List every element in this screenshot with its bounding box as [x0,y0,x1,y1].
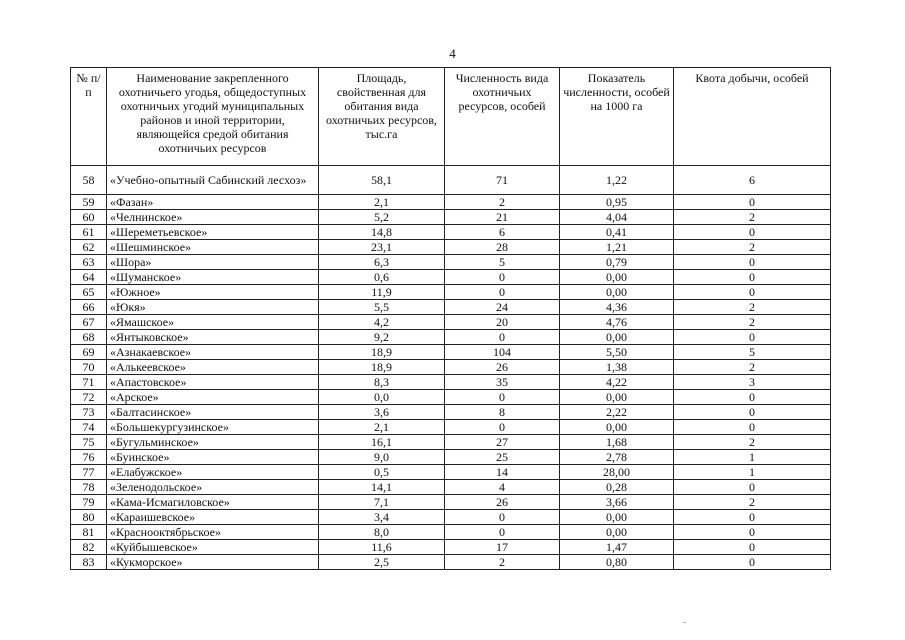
cell-density: 0,28 [560,480,674,495]
cell-name: «Шора» [107,255,319,270]
cell-quota: 0 [674,405,831,420]
table-row [71,360,831,375]
cell-count: 0 [445,510,560,525]
table-row [71,255,831,270]
cell-area: 14,8 [319,225,445,240]
cell-num: 77 [71,465,107,480]
table-header-row [71,68,831,166]
header-count: Численность вида охотничьих ресурсов, особей [445,68,560,166]
table-body [71,166,831,570]
cell-quota: 0 [674,540,831,555]
cell-quota: 0 [674,330,831,345]
cell-num: 62 [71,240,107,255]
cell-count: 0 [445,270,560,285]
table-row [71,420,831,435]
cell-count: 2 [445,555,560,570]
cell-num: 79 [71,495,107,510]
cell-quota: 6 [674,166,831,195]
table-row [71,480,831,495]
cell-name: «Елабужское» [107,465,319,480]
cell-num: 61 [71,225,107,240]
table-row [71,225,831,240]
cell-name: «Шереметьевское» [107,225,319,240]
cell-num: 72 [71,390,107,405]
table-row [71,405,831,420]
table-row [71,285,831,300]
cell-name: «Юкя» [107,300,319,315]
cell-num: 58 [71,166,107,195]
cell-name: «Большекургузинское» [107,420,319,435]
cell-area: 2,1 [319,420,445,435]
cell-density: 0,00 [560,330,674,345]
cell-name: «Кама-Исмагиловское» [107,495,319,510]
page-number: 4 [449,46,456,61]
cell-count: 26 [445,360,560,375]
cell-quota: 2 [674,300,831,315]
cell-name: «Южное» [107,285,319,300]
table-row [71,330,831,345]
cell-count: 28 [445,240,560,255]
header-area: Площадь, свойственная для обитания вида охотничьих ресурсов, тыс.га [319,68,445,166]
cell-quota: 0 [674,525,831,540]
cell-count: 104 [445,345,560,360]
cell-count: 2 [445,195,560,210]
cell-count: 0 [445,390,560,405]
cell-area: 8,0 [319,525,445,540]
table-row [71,540,831,555]
cell-quota: 2 [674,315,831,330]
cell-num: 80 [71,510,107,525]
cell-density: 1,21 [560,240,674,255]
table-row [71,525,831,540]
table-row [71,166,831,195]
cell-name: «Краснооктябрьское» [107,525,319,540]
cell-num: 81 [71,525,107,540]
cell-name: «Челнинское» [107,210,319,225]
cell-num: 76 [71,450,107,465]
cell-num: 70 [71,360,107,375]
cell-num: 69 [71,345,107,360]
cell-count: 0 [445,420,560,435]
table-row [71,495,831,510]
cell-count: 8 [445,405,560,420]
cell-name: «Караишевское» [107,510,319,525]
cell-count: 17 [445,540,560,555]
cell-density: 1,68 [560,435,674,450]
cell-quota: 2 [674,210,831,225]
cell-name: «Буинское» [107,450,319,465]
cell-area: 9,0 [319,450,445,465]
cell-area: 18,9 [319,345,445,360]
cell-density: 0,00 [560,525,674,540]
cell-quota: 0 [674,480,831,495]
table-row [71,435,831,450]
cell-quota: 0 [674,390,831,405]
cell-area: 5,5 [319,300,445,315]
cell-density: 5,50 [560,345,674,360]
cell-count: 20 [445,315,560,330]
cell-area: 0,5 [319,465,445,480]
cell-density: 0,95 [560,195,674,210]
header-quota: Квота добычи, особей [674,68,831,166]
table-row [71,390,831,405]
cell-density: 4,76 [560,315,674,330]
cell-num: 74 [71,420,107,435]
cell-quota: 0 [674,420,831,435]
cell-name: «Шешминское» [107,240,319,255]
cell-count: 25 [445,450,560,465]
table-row [71,270,831,285]
cell-count: 27 [445,435,560,450]
table-row [71,315,831,330]
cell-density: 0,00 [560,510,674,525]
cell-count: 21 [445,210,560,225]
cell-area: 5,2 [319,210,445,225]
cell-num: 82 [71,540,107,555]
cell-area: 0,0 [319,390,445,405]
cell-quota: 0 [674,270,831,285]
cell-count: 6 [445,225,560,240]
cell-name: «Зеленодольское» [107,480,319,495]
cell-count: 0 [445,525,560,540]
table-row [71,375,831,390]
quota-table [70,67,831,570]
cell-area: 16,1 [319,435,445,450]
cell-name: «Учебно-опытный Сабинский лесхоз» [107,166,319,195]
cell-quota: 2 [674,435,831,450]
cell-area: 23,1 [319,240,445,255]
cell-count: 26 [445,495,560,510]
cell-count: 14 [445,465,560,480]
cell-num: 60 [71,210,107,225]
cell-density: 2,22 [560,405,674,420]
cell-num: 68 [71,330,107,345]
cell-count: 71 [445,166,560,195]
cell-quota: 3 [674,375,831,390]
cell-count: 5 [445,255,560,270]
cell-density: 2,78 [560,450,674,465]
cell-quota: 1 [674,450,831,465]
cell-name: «Шуманское» [107,270,319,285]
cell-quota: 0 [674,285,831,300]
cell-name: «Балтасинское» [107,405,319,420]
cell-area: 14,1 [319,480,445,495]
cell-area: 9,2 [319,330,445,345]
cell-num: 78 [71,480,107,495]
cell-num: 71 [71,375,107,390]
cell-quota: 0 [674,225,831,240]
cell-density: 0,00 [560,420,674,435]
cell-quota: 0 [674,510,831,525]
cell-density: 4,04 [560,210,674,225]
cell-count: 0 [445,330,560,345]
cell-density: 0,00 [560,390,674,405]
cell-count: 35 [445,375,560,390]
cell-area: 11,9 [319,285,445,300]
cell-quota: 2 [674,495,831,510]
cell-num: 64 [71,270,107,285]
cell-density: 4,22 [560,375,674,390]
cell-area: 6,3 [319,255,445,270]
cell-density: 4,36 [560,300,674,315]
cell-num: 66 [71,300,107,315]
cell-area: 4,2 [319,315,445,330]
cell-quota: 5 [674,345,831,360]
cell-density: 1,47 [560,540,674,555]
table-row [71,210,831,225]
cell-num: 59 [71,195,107,210]
cell-density: 0,00 [560,285,674,300]
cell-density: 0,00 [560,270,674,285]
cell-quota: 0 [674,195,831,210]
header-num: № п/п [71,68,107,166]
header-density: Показатель численности, особей на 1000 га [560,68,674,166]
table-row [71,450,831,465]
cell-density: 0,41 [560,225,674,240]
cell-area: 2,5 [319,555,445,570]
cell-density: 1,22 [560,166,674,195]
cell-count: 24 [445,300,560,315]
cell-area: 3,4 [319,510,445,525]
cell-name: «Янтыковское» [107,330,319,345]
cell-num: 83 [71,555,107,570]
table-row [71,555,831,570]
cell-name: «Апастовское» [107,375,319,390]
cell-num: 75 [71,435,107,450]
table-row [71,300,831,315]
cell-name: «Алькеевское» [107,360,319,375]
scan-speck [683,622,686,623]
cell-area: 0,6 [319,270,445,285]
cell-quota: 0 [674,255,831,270]
cell-density: 28,00 [560,465,674,480]
table-row [71,510,831,525]
header-name: Наименование закрепленного охотничьего угодья, общедоступных охотничьих угодий муниципальных районов и иной территории, являющейся средой обитания охотничьих ресурсов [107,68,319,166]
table-row [71,240,831,255]
cell-area: 8,3 [319,375,445,390]
cell-area: 58,1 [319,166,445,195]
cell-num: 73 [71,405,107,420]
cell-quota: 2 [674,360,831,375]
cell-density: 0,79 [560,255,674,270]
table-row [71,195,831,210]
cell-area: 7,1 [319,495,445,510]
cell-name: «Арское» [107,390,319,405]
cell-name: «Ямашское» [107,315,319,330]
cell-area: 18,9 [319,360,445,375]
cell-name: «Азнакаевское» [107,345,319,360]
cell-density: 3,66 [560,495,674,510]
cell-area: 2,1 [319,195,445,210]
cell-count: 4 [445,480,560,495]
cell-quota: 1 [674,465,831,480]
cell-num: 67 [71,315,107,330]
cell-density: 1,38 [560,360,674,375]
cell-name: «Фазан» [107,195,319,210]
cell-num: 63 [71,255,107,270]
cell-density: 0,80 [560,555,674,570]
cell-name: «Бугульминское» [107,435,319,450]
cell-quota: 2 [674,240,831,255]
cell-area: 3,6 [319,405,445,420]
table-row [71,465,831,480]
cell-count: 0 [445,285,560,300]
table-row [71,345,831,360]
cell-name: «Куйбышевское» [107,540,319,555]
cell-area: 11,6 [319,540,445,555]
cell-num: 65 [71,285,107,300]
cell-name: «Кукморское» [107,555,319,570]
cell-quota: 0 [674,555,831,570]
